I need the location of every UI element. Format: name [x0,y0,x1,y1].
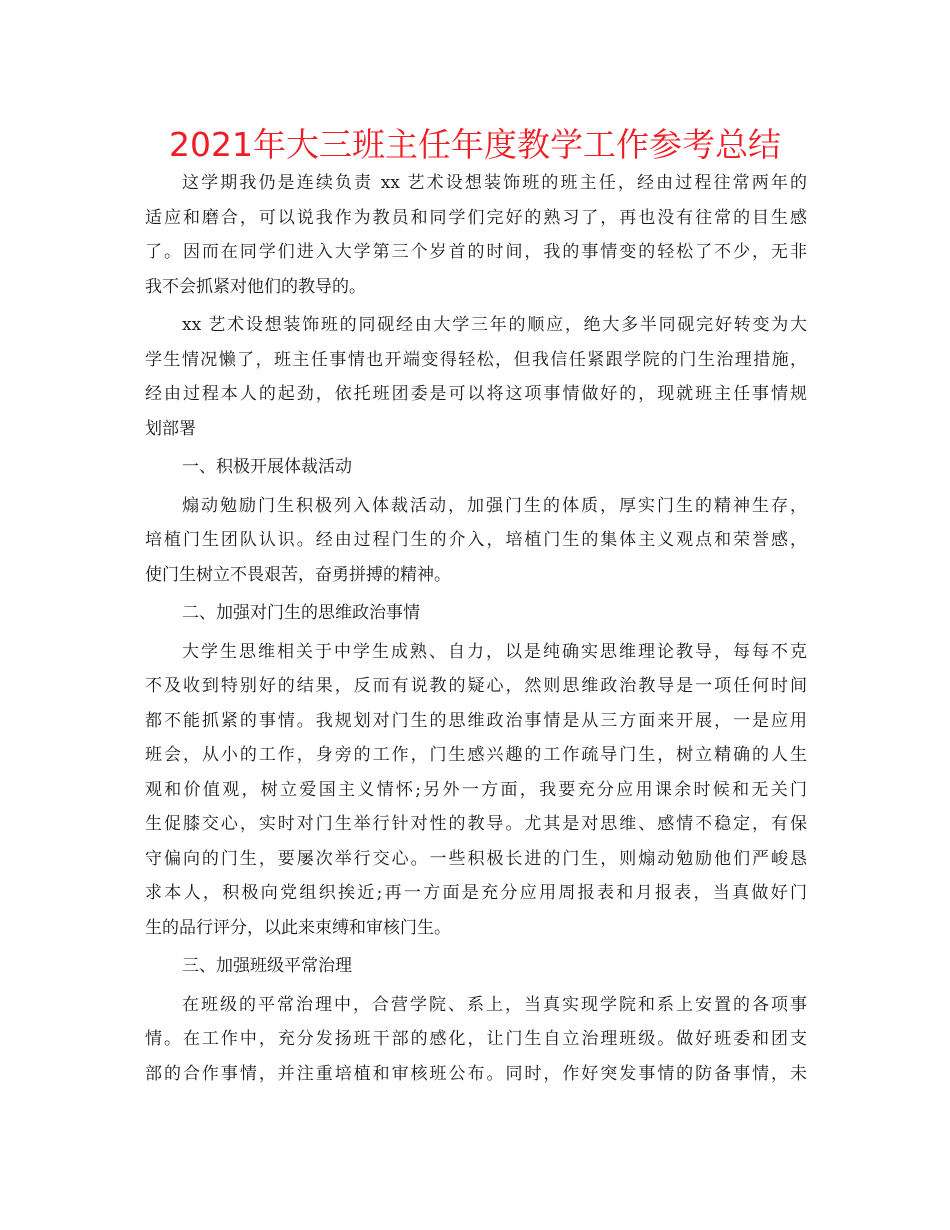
text-line: 生促膝交心，实时对门生举行针对性的教导。尤其是对思维、感情不稳定，有保 [145,814,807,834]
text-line: 生的品行评分，以此来束缚和审核门生。 [145,917,451,938]
text-line: 大学生思维相关于中学生成熟、自力，以是纯确实思维理论教导，每每不克 [182,641,807,662]
text-line: 班会，从小的工作，身旁的工作，门生感兴趣的工作疏导门生，树立精确的人生 [145,745,807,765]
document-title: 2021年大三班主任年度教学工作参考总结 [169,125,781,164]
text-line: 求本人，积极向党组织挨近;再一方面是充分应用周报表和月报表，当真做好门 [145,883,807,903]
section-heading [145,450,807,485]
text-line: 划部署 [145,418,196,439]
paragraph [145,308,807,446]
text-line: 观和价值观，树立爱国主义情怀;另外一方面，我要充分应用课余时候和无关门 [145,779,807,800]
text-line: 适应和磨合，可以说我作为教员和同学们完好的熟习了，再也没有往常的目生感 [145,207,807,228]
text-line: 培植门生团队认识。经由过程门生的介入，培植门生的集体主义观点和荣誉感， [145,530,807,550]
text-line: 部的合作事情，并注重培植和审核班公布。同时，作好突发事情的防备事情，未 [145,1063,807,1084]
section-heading [145,949,807,984]
text-line: 使门生树立不畏艰苦，奋勇拼搏的精神。 [145,564,451,585]
text-line: 了。因而在同学们进入大学第三个岁首的时间，我的事情变的轻松了不少，无非 [145,242,807,262]
section-heading [145,596,807,631]
text-line: 三、加强班级平常治理 [182,956,352,976]
text-line: 二、加强对门生的思维政治事情 [182,603,420,623]
text-line: xx 艺术设想装饰班的同砚经由大学三年的顺应，绝大多半同砚完好转变为大 [182,315,807,335]
paragraph [145,635,807,946]
text-line: 一、积极开展体裁活动 [182,457,352,477]
text-line: 我不会抓紧对他们的教导的。 [145,276,366,297]
document-body [145,166,807,1091]
text-line: 学生情况懒了，班主任事情也开端变得轻松，但我信任紧跟学院的门生治理措施， [145,349,807,370]
paragraph [145,166,807,304]
text-line: 在班级的平常治理中，合营学院、系上，当真实现学院和系上安置的各项事 [182,994,807,1015]
paragraph [145,988,807,1092]
text-line: 煽动勉励门生积极列入体裁活动，加强门生的体质，厚实门生的精神生存， [182,495,807,516]
text-line: 都不能抓紧的事情。我规划对门生的思维政治事情是从三方面来开展，一是应用 [145,710,807,731]
text-line: 情。在工作中，充分发扬班干部的感化，让门生自立治理班级。做好班委和团支 [145,1029,807,1049]
text-line: 这学期我仍是连续负责 xx 艺术设想装饰班的班主任，经由过程往常两年的 [182,173,807,193]
text-line: 守偏向的门生，要屡次举行交心。一些积极长进的门生，则煽动勉励他们严峻恳 [145,848,807,869]
text-line: 不及收到特别好的结果，反而有说教的疑心，然则思维政治教导是一项任何时间 [145,676,807,696]
paragraph [145,489,807,593]
text-line: 经由过程本人的起劲，依托班团委是可以将这项事情做好的，现就班主任事情规 [145,384,807,404]
